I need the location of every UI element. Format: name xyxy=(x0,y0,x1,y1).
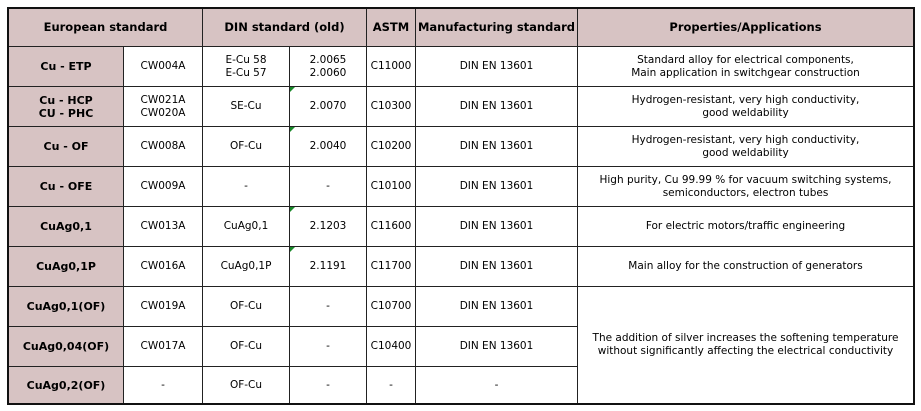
din-number-text: 2.1191 xyxy=(309,260,347,272)
astm-cell xyxy=(367,327,416,367)
din-number-text: - xyxy=(326,340,330,352)
din-name-cell xyxy=(203,87,290,127)
properties-cell xyxy=(578,207,913,247)
astm-cell xyxy=(367,87,416,127)
din-name-cell xyxy=(203,367,290,403)
din-number-text: - xyxy=(326,378,330,391)
din-number-text: 2.0070 xyxy=(309,100,347,112)
astm-cell xyxy=(367,127,416,167)
astm-text: - xyxy=(389,378,393,391)
cw-number-text: CW021A xyxy=(140,93,186,106)
astm-cell xyxy=(367,287,416,327)
din-name-text: CuAg0,1P xyxy=(220,260,272,272)
header-manufacturing-standard: Manufacturing standard xyxy=(416,9,578,47)
astm-cell xyxy=(367,247,416,287)
properties-text: High purity, Cu 99.99 % for vacuum switching systems, xyxy=(599,173,892,186)
cw-number-cell xyxy=(124,167,203,207)
din-name-cell xyxy=(203,127,290,167)
cw-number-cell xyxy=(124,247,203,287)
alloy-name-cell xyxy=(9,127,124,167)
standards-table xyxy=(7,7,915,405)
alloy-name-text: CuAg0,1P xyxy=(36,260,96,273)
din-name-cell xyxy=(203,287,290,327)
alloy-name-text: Cu - ETP xyxy=(40,60,92,73)
merged-properties-cell xyxy=(578,287,913,403)
din-name-text: OF-Cu xyxy=(229,300,263,312)
din-name-cell xyxy=(203,247,290,287)
din-number-cell xyxy=(290,47,367,87)
properties-text: Main application in switchgear construction xyxy=(631,66,860,79)
cw-number-cell xyxy=(124,87,203,127)
din-number-text: 2.1203 xyxy=(309,220,347,232)
header-astm: ASTM xyxy=(367,9,416,47)
manufacturing-standard-cell xyxy=(416,207,578,247)
cw-number-cell xyxy=(124,127,203,167)
cw-number-text: CW017A xyxy=(140,340,186,352)
properties-cell xyxy=(578,87,913,127)
alloy-name-cell xyxy=(9,287,124,327)
comment-marker-icon xyxy=(290,207,295,212)
manufacturing-standard-cell xyxy=(416,367,578,403)
alloy-name-cell xyxy=(9,367,124,403)
manufacturing-standard-text: DIN EN 13601 xyxy=(459,100,534,112)
header-properties: Properties/Applications xyxy=(578,9,913,47)
comment-marker-icon xyxy=(290,247,295,252)
manufacturing-standard-cell xyxy=(416,247,578,287)
manufacturing-standard-cell xyxy=(416,167,578,207)
din-name-text: OF-Cu xyxy=(229,340,263,352)
din-number-cell xyxy=(290,247,367,287)
din-number-cell xyxy=(290,367,367,403)
astm-text: C11000 xyxy=(370,60,412,72)
cw-number-text: CW004A xyxy=(140,60,186,72)
astm-text: C11600 xyxy=(370,220,412,232)
merged-properties-line-1: The addition of silver increases the softening temperature xyxy=(592,332,899,344)
manufacturing-standard-text: DIN EN 13601 xyxy=(459,260,534,272)
din-name-text: CuAg0,1 xyxy=(223,220,269,232)
cw-number-cell xyxy=(124,47,203,87)
manufacturing-standard-cell xyxy=(416,327,578,367)
astm-text: C10100 xyxy=(370,180,412,192)
astm-text: C10300 xyxy=(370,100,412,112)
manufacturing-standard-text: DIN EN 13601 xyxy=(459,60,534,72)
alloy-name-text: CuAg0,2(OF) xyxy=(26,378,106,392)
din-number-text: - xyxy=(326,180,330,192)
alloy-name-text: CuAg0,04(OF) xyxy=(22,340,110,353)
din-name-text: OF-Cu xyxy=(229,140,263,152)
cw-number-text: CW009A xyxy=(140,180,186,192)
alloy-name-cell xyxy=(9,167,124,207)
din-number-cell xyxy=(290,87,367,127)
properties-text: semiconductors, electron tubes xyxy=(662,186,829,199)
properties-cell xyxy=(578,247,913,287)
alloy-name-cell xyxy=(9,247,124,287)
din-name-cell xyxy=(203,207,290,247)
cw-number-text: CW016A xyxy=(140,260,186,272)
din-number-text: 2.0065 xyxy=(309,53,347,66)
cw-number-cell xyxy=(124,367,203,403)
din-name-text: - xyxy=(244,180,248,192)
cw-number-cell xyxy=(124,287,203,327)
header-din-standard: DIN standard (old) xyxy=(203,9,367,47)
alloy-name-text: CuAg0,1 xyxy=(40,220,92,233)
alloy-name-text: CuAg0,1(OF) xyxy=(26,300,106,313)
cw-number-text: - xyxy=(161,378,165,391)
comment-marker-icon xyxy=(290,127,295,132)
alloy-name-text: Cu - OFE xyxy=(39,180,93,193)
din-name-cell xyxy=(203,47,290,87)
properties-text: Main alloy for the construction of generators xyxy=(628,260,863,272)
astm-text: C10700 xyxy=(370,300,412,312)
alloy-name-text: Cu - HCP xyxy=(39,93,93,107)
properties-text: Hydrogen-resistant, very high conductivity, xyxy=(631,133,860,146)
manufacturing-standard-text: - xyxy=(494,378,499,391)
din-number-text: - xyxy=(326,300,330,312)
din-number-cell xyxy=(290,127,367,167)
alloy-name-cell xyxy=(9,327,124,367)
manufacturing-standard-cell xyxy=(416,287,578,327)
properties-cell xyxy=(578,167,913,207)
manufacturing-standard-text: DIN EN 13601 xyxy=(459,220,534,232)
properties-cell xyxy=(578,127,913,167)
din-number-text: 2.0060 xyxy=(309,66,347,79)
alloy-name-text: CU - PHC xyxy=(38,106,94,120)
cw-number-text: CW013A xyxy=(140,220,186,232)
astm-cell xyxy=(367,167,416,207)
din-name-text: E-Cu 57 xyxy=(225,66,267,79)
cw-number-cell xyxy=(124,207,203,247)
properties-cell xyxy=(578,47,913,87)
alloy-name-cell xyxy=(9,47,124,87)
din-name-text: SE-Cu xyxy=(230,100,262,112)
din-name-cell xyxy=(203,327,290,367)
astm-text: C10400 xyxy=(370,340,412,352)
astm-text: C11700 xyxy=(370,260,412,272)
din-name-cell xyxy=(203,167,290,207)
astm-cell xyxy=(367,47,416,87)
manufacturing-standard-text: DIN EN 13601 xyxy=(459,180,534,192)
din-number-text: 2.0040 xyxy=(309,140,347,152)
manufacturing-standard-cell xyxy=(416,47,578,87)
din-number-cell xyxy=(290,207,367,247)
header-european-standard: European standard xyxy=(9,9,203,47)
manufacturing-standard-text: DIN EN 13601 xyxy=(459,300,534,312)
comment-marker-icon xyxy=(290,87,295,92)
properties-text: For electric motors/traffic engineering xyxy=(645,220,846,232)
astm-text: C10200 xyxy=(370,140,412,152)
manufacturing-standard-text: DIN EN 13601 xyxy=(459,140,534,152)
astm-cell xyxy=(367,207,416,247)
properties-text: good weldability xyxy=(702,106,789,119)
din-name-text: E-Cu 58 xyxy=(225,53,267,66)
din-number-cell xyxy=(290,287,367,327)
din-name-text: OF-Cu xyxy=(229,378,263,391)
alloy-name-cell xyxy=(9,207,124,247)
alloy-name-text: Cu - OF xyxy=(43,140,89,153)
cw-number-text: CW019A xyxy=(140,300,186,312)
din-number-cell xyxy=(290,167,367,207)
cw-number-text: CW008A xyxy=(140,140,186,152)
manufacturing-standard-text: DIN EN 13601 xyxy=(459,340,534,352)
merged-properties-line-2: without significantly affecting the electrical conductivity xyxy=(597,345,894,357)
properties-text: good weldability xyxy=(702,146,789,159)
manufacturing-standard-cell xyxy=(416,127,578,167)
cw-number-text: CW020A xyxy=(140,106,186,119)
properties-text: Standard alloy for electrical components, xyxy=(637,53,854,66)
alloy-name-cell xyxy=(9,87,124,127)
manufacturing-standard-cell xyxy=(416,87,578,127)
cw-number-cell xyxy=(124,327,203,367)
astm-cell xyxy=(367,367,416,403)
properties-text: Hydrogen-resistant, very high conductivity, xyxy=(631,93,860,106)
din-number-cell xyxy=(290,327,367,367)
